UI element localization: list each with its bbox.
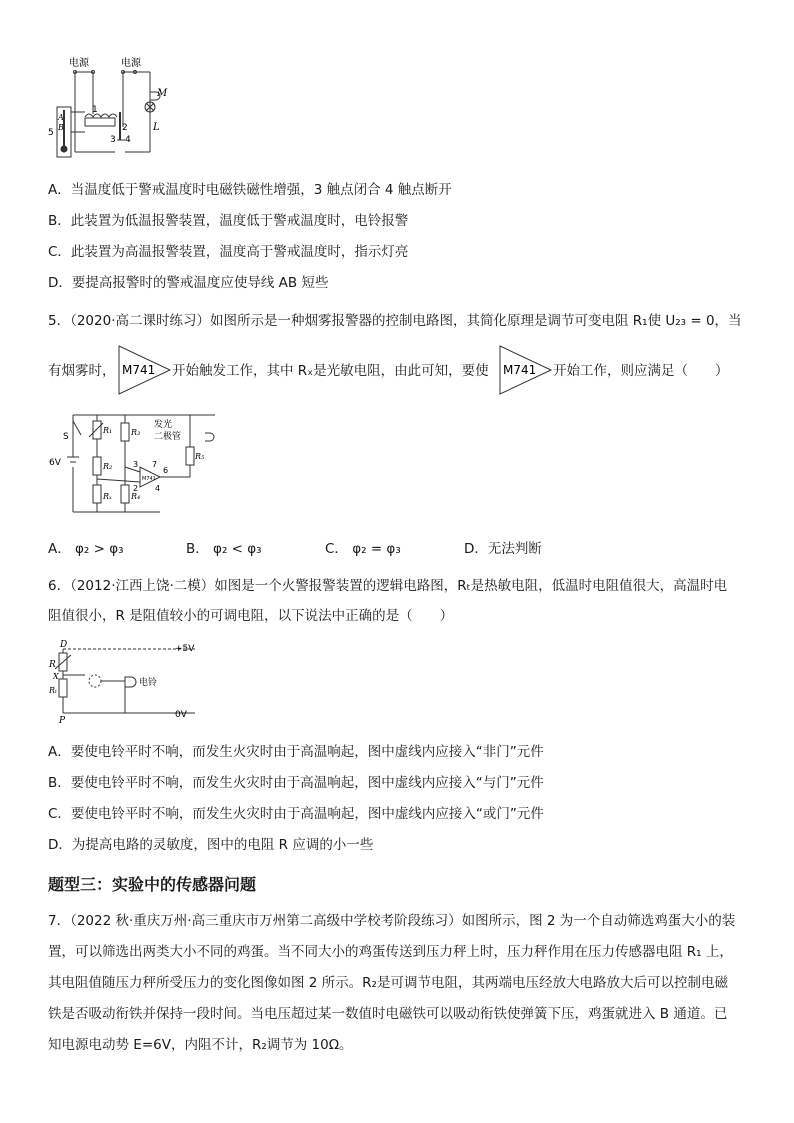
svg-text:R₄: R₄ — [131, 492, 141, 501]
fig1-label-m: M — [157, 88, 168, 99]
svg-text:M741: M741 — [122, 363, 156, 377]
svg-text:S: S — [63, 432, 69, 442]
q5-line2b: 开始触发工作，其中 Rₓ是光敏电阻，由此可知，要使 — [172, 363, 489, 379]
q7-line4: 铁是否吸动衔铁并保持一段时间。当电压超过某一数值时电磁铁可以吸动衔铁使弹簧下压，鸡蛋就进入 B 通道。已 — [48, 1006, 728, 1022]
fig1-label-2: 2 — [122, 123, 128, 133]
fig1-label-3: 3 — [110, 135, 116, 145]
svg-text:D: D — [60, 640, 68, 650]
fig1-power-right: 电源 — [121, 58, 141, 69]
svg-text:2: 2 — [133, 484, 139, 493]
q4-option-c: C．此装置为高温报警装置，温度高于警戒温度时，指示灯亮 — [48, 244, 409, 260]
figure-smoke-alarm — [45, 407, 220, 522]
q6-option-c: C．要使电铃平时不响，而发生火灾时由于高温响起，图中虚线内应接入“或门”元件 — [48, 806, 544, 822]
svg-text:R₁: R₁ — [103, 426, 113, 435]
svg-text:发光: 发光 — [154, 420, 173, 430]
svg-text:0V: 0V — [175, 710, 187, 720]
q6-line1: 6．（2012·江西上饶·二模）如图是一个火警报警装置的逻辑电路图，Rₜ是热敏电阻，低温时电阻值很大，高温时电 — [48, 578, 728, 594]
q7-line1: 7．（2022 秋·重庆万州·高三重庆市万州第二高级中学校考阶段练习）如图所示，图 2 为一个自动筛选鸡蛋大小的装 — [48, 913, 736, 929]
q4-option-a: A．当温度低于警戒温度时电磁铁磁性增强，3 触点闭合 4 触点断开 — [48, 182, 452, 198]
q5-option-c: C． φ₂ = φ₃ — [325, 541, 401, 557]
q6-option-a: A．要使电铃平时不响，而发生火灾时由于高温响起，图中虚线内应接入“非门”元件 — [48, 744, 544, 760]
svg-text:R₂: R₂ — [103, 462, 113, 471]
svg-text:M741: M741 — [503, 363, 537, 377]
fig1-label-a: A — [58, 113, 64, 122]
q5-option-d: D．无法判断 — [464, 541, 542, 557]
m741-chip-icon-2 — [499, 345, 553, 395]
q7-line3: 其电阻值随压力秤所受压力的变化图像如图 2 所示。R₂是可调节电阻，其两端电压经放大电路放大后可以控制电磁 — [48, 975, 728, 991]
fig1-power-left: 电源 — [69, 58, 89, 69]
q6-line2: 阻值很小，R 是阻值较小的可调电阻，以下说法中正确的是（ ） — [48, 608, 454, 624]
svg-text:M741: M741 — [142, 476, 156, 482]
fig1-label-b: B — [58, 123, 64, 132]
q5-option-a: A． φ₂ > φ₃ — [48, 541, 124, 557]
fig1-label-1: 1 — [92, 105, 98, 115]
q4-option-b: B．此装置为低温报警装置，温度低于警戒温度时，电铃报警 — [48, 213, 409, 229]
svg-text:X: X — [53, 672, 59, 681]
svg-text:Rₜ: Rₜ — [49, 686, 57, 695]
q5-option-b: B． φ₂ < φ₃ — [186, 541, 262, 557]
q5-line2a: 有烟雾时， — [48, 363, 116, 379]
fig1-label-l: L — [153, 122, 160, 133]
q5-line2c: 开始工作，则应满足（ ） — [553, 363, 729, 379]
svg-text:R: R — [49, 660, 56, 670]
svg-text:3: 3 — [133, 460, 139, 469]
figure-temperature-alarm — [45, 52, 195, 162]
q6-option-d: D．为提高电路的灵敏度，图中的电阻 R 应调的小一些 — [48, 837, 374, 853]
svg-text:4: 4 — [155, 484, 161, 493]
q5-line1: 5．（2020·高二课时练习）如图所示是一种烟雾报警器的控制电路图，其简化原理是调节可变电阻 R₁使 U₂₃ = 0，当 — [48, 313, 742, 329]
svg-text:7: 7 — [152, 460, 158, 469]
svg-text:R₅: R₅ — [195, 452, 205, 461]
svg-text:P: P — [59, 716, 66, 725]
svg-text:6: 6 — [163, 466, 169, 475]
svg-text:+5V: +5V — [175, 644, 195, 654]
fig1-label-4: 4 — [125, 135, 131, 145]
svg-text:电铃: 电铃 — [139, 678, 158, 688]
q6-option-b: B．要使电铃平时不响，而发生火灾时由于高温响起，图中虚线内应接入“与门”元件 — [48, 775, 544, 791]
svg-text:R₃: R₃ — [131, 428, 141, 437]
figure-fire-alarm — [45, 637, 210, 725]
m741-chip-icon — [118, 345, 172, 395]
svg-text:6V: 6V — [49, 458, 61, 468]
q7-line2: 置，可以筛选出两类大小不同的鸡蛋。当不同大小的鸡蛋传送到压力秤上时，压力秤作用在压力传感器电阻 R₁ 上， — [48, 944, 733, 960]
q7-line5: 知电源电动势 E=6V，内阻不计，R₂调节为 10Ω。 — [48, 1037, 353, 1053]
section-title: 题型三：实验中的传感器问题 — [48, 875, 257, 894]
svg-text:Rₓ: Rₓ — [103, 492, 112, 501]
svg-text:二极管: 二极管 — [154, 432, 182, 442]
q4-option-d: D．要提高报警时的警戒温度应使导线 AB 短些 — [48, 275, 329, 291]
fig1-label-5: 5 — [48, 128, 54, 138]
